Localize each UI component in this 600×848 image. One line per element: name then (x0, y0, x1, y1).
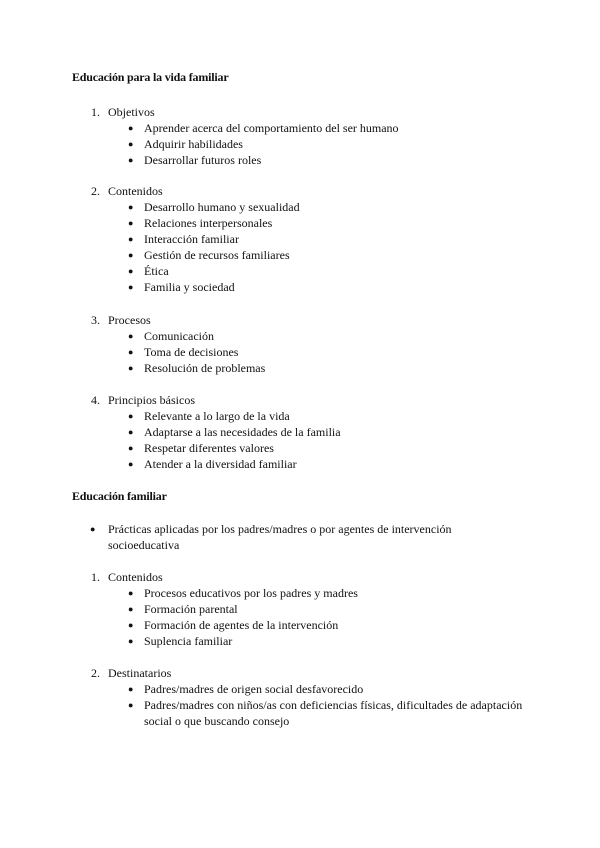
bullet-icon: ● (128, 620, 134, 630)
bullet-text: Relevante a lo largo de la vida (144, 409, 290, 423)
list-number: 3. (91, 313, 100, 327)
list-number: 1. (91, 570, 100, 584)
list-label: Contenidos (108, 184, 163, 198)
bullet-icon: ● (128, 604, 134, 614)
bullet-text: Relaciones interpersonales (144, 216, 273, 230)
bullet-text: Resolución de problemas (144, 361, 266, 375)
list-number: 2. (91, 184, 100, 198)
bullet-icon: ● (128, 700, 134, 710)
bullet-icon: ● (128, 202, 134, 212)
bullet-text: Adaptarse a las necesidades de la familia (144, 425, 341, 439)
bullet-text: Familia y sociedad (144, 280, 235, 294)
bullet-text: socioeducativa (108, 538, 180, 552)
bullet-icon: ● (128, 218, 134, 228)
bullet-text: Procesos educativos por los padres y madres (144, 586, 358, 600)
bullet-text: Desarrollar futuros roles (144, 153, 262, 167)
bullet-icon: ● (128, 331, 134, 341)
bullet-text: Padres/madres de origen social desfavorecido (144, 682, 364, 696)
bullet-text: Interacción familiar (144, 232, 239, 246)
bullet-icon: ● (128, 443, 134, 453)
section-title-vida-familiar: Educación para la vida familiar (72, 70, 229, 84)
section-title-educacion-familiar: Educación familiar (72, 489, 167, 503)
bullet-text: Comunicación (144, 329, 214, 343)
list-label: Procesos (108, 313, 151, 327)
bullet-text: Padres/madres con niños/as con deficiencias físicas, dificultades de adaptación (144, 698, 523, 712)
bullet-icon: ● (128, 347, 134, 357)
list-label: Objetivos (108, 105, 155, 119)
bullet-text: Prácticas aplicadas por los padres/madres o por agentes de intervención (108, 522, 452, 536)
bullet-icon: ● (128, 636, 134, 646)
bullet-icon: ● (128, 427, 134, 437)
bullet-text: Desarrollo humano y sexualidad (144, 200, 300, 214)
bullet-icon: ● (128, 282, 134, 292)
bullet-icon: ● (128, 234, 134, 244)
list-label: Principios básicos (108, 393, 195, 407)
bullet-text: Respetar diferentes valores (144, 441, 274, 455)
list-number: 1. (91, 105, 100, 119)
list-number: 2. (91, 666, 100, 680)
bullet-text: Suplencia familiar (144, 634, 233, 648)
bullet-text: Toma de decisiones (144, 345, 239, 359)
bullet-icon: ● (128, 363, 134, 373)
bullet-icon: ● (128, 411, 134, 421)
bullet-text: Adquirir habilidades (144, 137, 243, 151)
bullet-text: Ética (144, 264, 169, 278)
bullet-text: Aprender acerca del comportamiento del ser humano (144, 121, 399, 135)
bullet-icon: ● (128, 459, 134, 469)
bullet-icon: ● (90, 524, 96, 534)
bullet-icon: ● (128, 266, 134, 276)
list-label: Destinatarios (108, 666, 172, 680)
bullet-icon: ● (128, 123, 134, 133)
bullet-text: Formación parental (144, 602, 238, 616)
list-label: Contenidos (108, 570, 163, 584)
bullet-icon: ● (128, 139, 134, 149)
bullet-text: social o que buscando consejo (144, 714, 290, 728)
bullet-icon: ● (128, 588, 134, 598)
bullet-text: Atender a la diversidad familiar (144, 457, 297, 471)
bullet-icon: ● (128, 250, 134, 260)
bullet-text: Gestión de recursos familiares (144, 248, 290, 262)
bullet-icon: ● (128, 684, 134, 694)
bullet-icon: ● (128, 155, 134, 165)
bullet-text: Formación de agentes de la intervención (144, 618, 339, 632)
list-number: 4. (91, 393, 100, 407)
